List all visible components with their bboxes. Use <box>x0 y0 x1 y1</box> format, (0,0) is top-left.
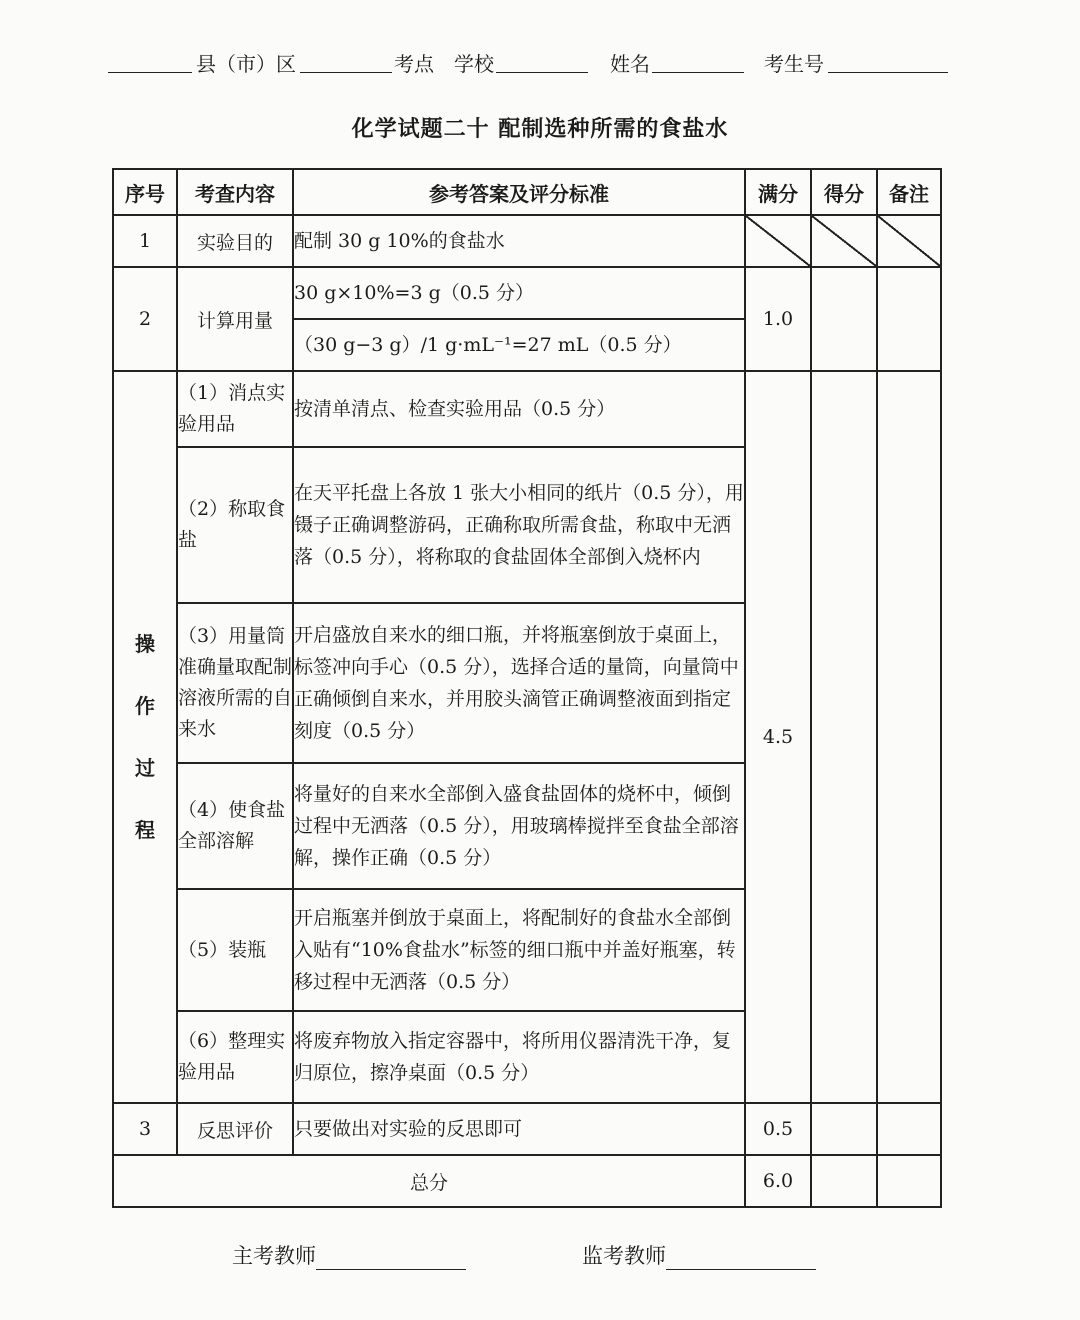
table-row <box>113 1103 941 1155</box>
step-item: （4）使食盐全部溶解 <box>177 763 293 889</box>
total-label: 总分 <box>113 1155 745 1207</box>
total-score: 6.0 <box>745 1155 811 1207</box>
full-score: 1.0 <box>745 267 811 371</box>
row-number: 3 <box>113 1103 177 1155</box>
row-answer: 30 g×10%=3 g（0.5 分） <box>293 267 745 319</box>
header-remark: 备注 <box>877 169 941 215</box>
total-row <box>113 1155 941 1207</box>
proctor-blank[interactable] <box>666 1243 816 1270</box>
step-item: （2）称取食盐 <box>177 447 293 603</box>
step-answer: 将量好的自来水全部倒入盛食盐固体的烧杯中，倾倒过程中无洒落（0.5 分），用玻璃棒搅拌至食盐全部溶解，操作正确（0.5 分） <box>293 763 745 889</box>
school-blank[interactable] <box>496 46 588 76</box>
row-answer: （30 g−3 g）/1 g·mL⁻¹=27 mL（0.5 分） <box>293 319 745 371</box>
step-item: （3）用量筒准确量取配制溶液所需的自来水 <box>177 603 293 763</box>
chief-teacher-blank[interactable] <box>316 1243 466 1270</box>
remark-cell[interactable] <box>877 371 941 1103</box>
name-label: 姓名 <box>610 52 650 76</box>
disabled-cell <box>745 215 811 267</box>
chief-teacher-label: 主考教师 <box>232 1244 316 1268</box>
row-number: 1 <box>113 215 177 267</box>
header-content: 考查内容 <box>177 169 293 215</box>
exam-number-label: 考生号 <box>764 52 824 76</box>
row-content: 实验目的 <box>177 215 293 267</box>
step-answer: 开启盛放自来水的细口瓶，并将瓶塞倒放于桌面上，标签冲向手心（0.5 分），选择合适的量筒，向量筒中正确倾倒自来水，并用胶头滴管正确调整液面到指定刻度（0.5 分） <box>293 603 745 763</box>
header-no: 序号 <box>113 169 177 215</box>
chief-teacher-signature <box>232 1240 466 1270</box>
row-number: 2 <box>113 267 177 371</box>
step-answer: 开启瓶塞并倒放于桌面上，将配制好的食盐水全部倒入贴有“10%食盐水”标签的细口瓶中并盖好瓶塞，转移过程中无洒落（0.5 分） <box>293 889 745 1011</box>
remark-cell[interactable] <box>877 267 941 371</box>
table-row <box>113 267 941 319</box>
exam-site-label: 考点 <box>394 52 434 76</box>
score-cell[interactable] <box>811 371 877 1103</box>
row-answer: 配制 30 g 10%的食盐水 <box>293 215 745 267</box>
disabled-cell <box>811 215 877 267</box>
step-item: （5）装瓶 <box>177 889 293 1011</box>
exam-site-blank[interactable] <box>300 46 392 76</box>
proctor-label: 监考教师 <box>582 1244 666 1268</box>
proctor-signature <box>582 1240 816 1270</box>
name-blank[interactable] <box>652 46 744 76</box>
remark-cell[interactable] <box>877 1103 941 1155</box>
step-item: （1）消点实验用品 <box>177 371 293 447</box>
disabled-cell <box>877 215 941 267</box>
total-remark-cell[interactable] <box>877 1155 941 1207</box>
total-score-cell[interactable] <box>811 1155 877 1207</box>
step-answer: 在天平托盘上各放 1 张大小相同的纸片（0.5 分），用镊子正确调整游码，正确称取所需食盐，称取中无洒落（0.5 分），将称取的食盐固体全部倒入烧杯内 <box>293 447 745 603</box>
header-full-score: 满分 <box>745 169 811 215</box>
operation-process-label: 操 作 过 程 <box>113 371 177 1103</box>
score-cell[interactable] <box>811 1103 877 1155</box>
step-answer: 按清单清点、检查实验用品（0.5 分） <box>293 371 745 447</box>
scoring-table <box>112 168 942 1208</box>
step-item: （6）整理实验用品 <box>177 1011 293 1103</box>
full-score: 0.5 <box>745 1103 811 1155</box>
examinee-info-line <box>108 46 950 78</box>
exam-number-blank[interactable] <box>828 46 948 76</box>
score-cell[interactable] <box>811 267 877 371</box>
row-answer: 只要做出对实验的反思即可 <box>293 1103 745 1155</box>
header-score: 得分 <box>811 169 877 215</box>
page-title: 化学试题二十 配制选种所需的食盐水 <box>351 116 729 142</box>
table-row <box>113 371 941 447</box>
county-label: 县（市）区 <box>196 52 296 76</box>
full-score: 4.5 <box>745 371 811 1103</box>
table-row <box>113 215 941 267</box>
row-content: 计算用量 <box>177 267 293 371</box>
header-answer: 参考答案及评分标准 <box>293 169 745 215</box>
step-answer: 将废弃物放入指定容器中，将所用仪器清洗干净，复归原位，擦净桌面（0.5 分） <box>293 1011 745 1103</box>
table-header-row <box>113 169 941 215</box>
county-blank[interactable] <box>108 46 192 76</box>
row-content: 反思评价 <box>177 1103 293 1155</box>
school-label: 学校 <box>454 52 494 76</box>
